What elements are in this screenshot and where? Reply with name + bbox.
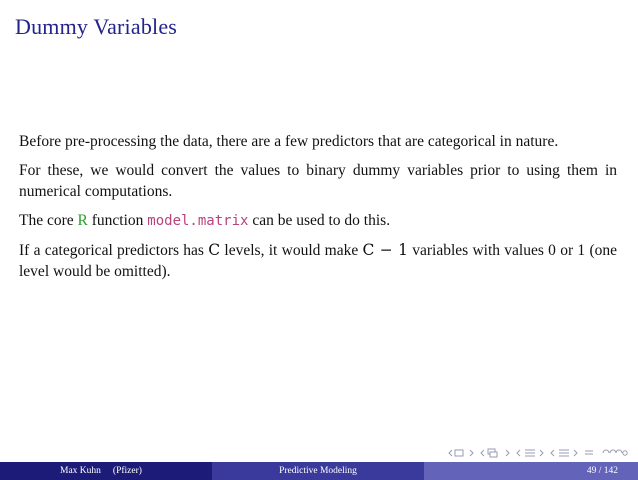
footer-page-number: 49 / 142 [586,466,618,476]
text-fragment: The core [19,212,78,229]
slide-body [19,131,617,290]
paragraph-model-matrix [19,210,617,232]
math-one: 1 [398,241,408,259]
nav-document-icon[interactable] [550,448,578,458]
footer-author-section [0,462,212,480]
footer-author: Max Kuhn [60,466,101,476]
text-fragment: levels, it would make [220,242,363,259]
footer-talk-title: Predictive Modeling [279,466,357,476]
footer-institute: (Pfizer) [112,466,142,476]
text-fragment: If a categorical predictors has [19,242,209,259]
math-minus: − [374,241,399,259]
nav-subsection-icon[interactable] [480,448,510,458]
slide-footer [0,462,638,480]
text-fragment: can be used to do this. [248,212,391,229]
math-C: C [208,241,221,259]
nav-appendix-icon[interactable] [584,448,594,458]
math-C: C [362,241,375,259]
nav-section-icon[interactable] [516,448,544,458]
function-name-code: model.matrix [147,213,249,229]
r-language-name: R [77,212,88,229]
footer-title-section [212,462,424,480]
footer-page-section [424,462,638,480]
paragraph-levels [19,240,617,282]
paragraph-categorical: Before pre-processing the data, there are a few predictors that are categorical in nature. [19,133,559,150]
nav-search-icon[interactable] [600,448,628,458]
nav-frame-icon[interactable] [448,448,474,458]
paragraph-dummy-conversion: For these, we would convert the values to binary dummy variables prior to using them in numerical computations. [19,162,617,200]
slide-title: Dummy Variables [15,14,178,39]
beamer-navigation-bar [448,446,628,460]
text-fragment: variables with values 0 or 1 (one level would be omitted). [19,242,617,280]
text-fragment: function [87,212,148,229]
